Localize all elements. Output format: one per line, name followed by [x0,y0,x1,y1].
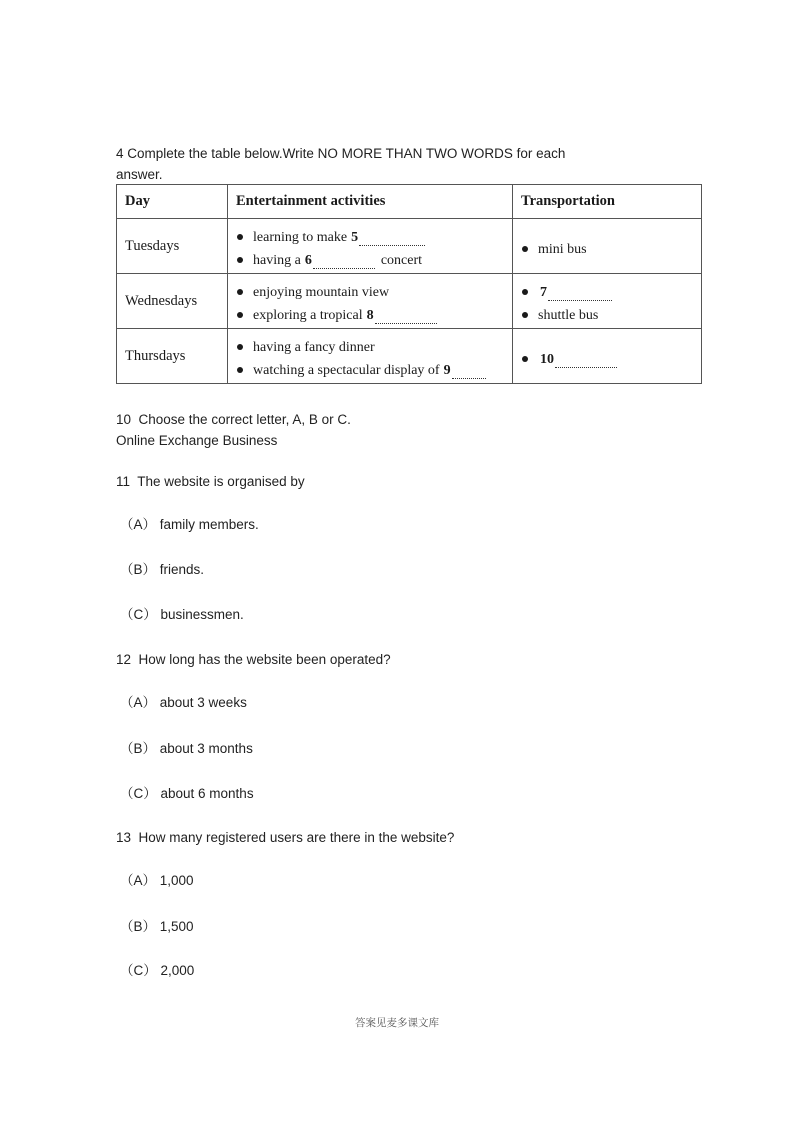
answer-blank[interactable] [375,311,437,324]
answer-blank[interactable] [313,256,375,269]
bullet-icon [522,312,528,318]
blank-number: 9 [443,363,451,378]
header-entertainment: Entertainment activities [228,185,513,219]
transportation-cell [513,274,702,329]
question-11-option-a[interactable]: （A） family members. [120,517,259,532]
activity-text: exploring a tropical [253,308,363,323]
transport-line [521,278,693,301]
transport-text: shuttle bus [538,308,599,323]
transportation-cell [513,219,702,274]
activity-text: enjoying mountain view [253,285,390,300]
table-row [117,329,702,384]
activity-text: watching a spectacular display of [253,363,440,378]
activity-line [236,356,504,379]
activity-text: having a [253,253,301,268]
instruction-line-2: answer. [116,167,163,182]
question-13-option-b[interactable]: （B） 1,500 [120,919,194,934]
day-cell: Thursdays [117,329,228,384]
transport-line [521,301,693,324]
answer-blank[interactable] [555,355,617,368]
header-day: Day [117,185,228,219]
bullet-icon [522,289,528,295]
bullet-icon [237,312,243,318]
question-12-option-b[interactable]: （B） about 3 months [120,741,253,756]
bullet-icon [522,356,528,362]
day-cell: Tuesdays [117,219,228,274]
blank-number: 6 [304,253,312,268]
activity-line [236,301,504,324]
question-13-option-a[interactable]: （A） 1,000 [120,873,194,888]
question-11-stem: 11 The website is organised by [116,474,305,489]
blank-number: 7 [540,285,547,300]
activity-line [236,246,504,269]
table-row [117,274,702,329]
answer-blank[interactable] [548,288,612,301]
blank-number: 8 [366,308,374,323]
transport-line [521,345,693,368]
answer-blank[interactable] [452,366,486,379]
question-11-option-c[interactable]: （C） businessmen. [120,607,244,622]
table-row [117,219,702,274]
bullet-icon [237,344,243,350]
header-transportation: Transportation [513,185,702,219]
activity-line [236,223,504,246]
bullet-icon [237,257,243,263]
blank-number: 5 [351,230,359,245]
section-10-instruction: 10 Choose the correct letter, A, B or C. [116,412,351,427]
notes-table-wrapper [116,184,702,384]
question-12-option-c[interactable]: （C） about 6 months [120,786,254,801]
entertainment-cell [228,329,513,384]
table-header-row [117,185,702,219]
task-4-instruction [116,143,616,185]
question-11-option-b[interactable]: （B） friends. [120,562,205,577]
bullet-icon [237,289,243,295]
activity-text: learning to make [253,230,348,245]
answer-blank[interactable] [359,233,425,246]
activity-line [236,333,504,356]
activity-text-after: concert [380,253,423,268]
page-footer: 答案见麦多课文库 [355,1017,439,1029]
bullet-icon [522,246,528,252]
transport-line [521,235,693,258]
activity-line [236,278,504,301]
instruction-line-1: 4 Complete the table below.Write NO MORE THAN TWO WORDS for each [116,146,566,161]
blank-number: 10 [540,351,554,367]
activity-text: having a fancy dinner [253,340,375,355]
transportation-cell [513,329,702,384]
question-13-stem: 13 How many registered users are there in the website? [116,830,455,845]
entertainment-cell [228,274,513,329]
bullet-icon [237,367,243,373]
entertainment-cell [228,219,513,274]
notes-table [116,184,702,384]
question-12-option-a[interactable]: （A） about 3 weeks [120,695,247,710]
question-12-stem: 12 How long has the website been operated? [116,652,391,667]
bullet-icon [237,234,243,240]
transport-text: mini bus [538,241,587,257]
section-subtitle: Online Exchange Business [116,433,278,448]
day-cell: Wednesdays [117,274,228,329]
question-13-option-c[interactable]: （C） 2,000 [120,963,195,978]
